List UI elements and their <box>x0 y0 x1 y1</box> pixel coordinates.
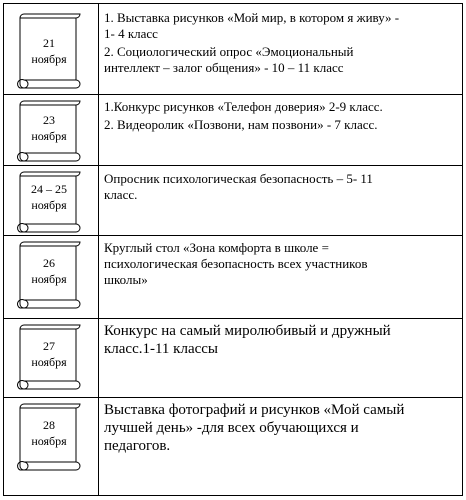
event-line: Опросник психологическая безопасность – 5- 11 <box>104 171 373 186</box>
event-description <box>99 166 463 236</box>
date-day: 24 – 25 <box>31 182 67 196</box>
date-day: 26 <box>43 256 55 270</box>
scroll-icon <box>14 242 84 308</box>
event-line: Конкурс на самый миролюбивый и дружный <box>104 323 391 339</box>
event-line: 2. Видеоролик «Позвони, нам позвони» - 7 класс. <box>104 117 378 132</box>
event-line: класс. <box>104 187 138 202</box>
table-row <box>4 319 463 398</box>
event-description <box>99 398 463 496</box>
date-cell <box>4 166 99 236</box>
date-month: ноября <box>31 434 67 448</box>
event-line: 1. Выставка рисунков «Мой мир, в котором я живу» - <box>104 10 400 25</box>
date-day: 28 <box>43 418 55 432</box>
event-line: психологическая безопасность всех участников <box>104 256 368 271</box>
scroll-icon <box>14 101 84 161</box>
event-line: 1- 4 класс <box>104 26 158 41</box>
event-line: лучшей день» -для всех обучающихся и <box>104 420 359 436</box>
table-row <box>4 4 463 95</box>
scroll-icon <box>14 14 84 88</box>
date-cell <box>4 4 99 95</box>
table-row <box>4 95 463 166</box>
event-line: 2. Социологический опрос «Эмоциональный <box>104 44 354 59</box>
event-description <box>99 319 463 398</box>
date-cell <box>4 236 99 319</box>
event-description <box>99 95 463 166</box>
event-line: класс.1-11 классы <box>104 341 219 357</box>
date-cell <box>4 95 99 166</box>
event-description <box>99 4 463 95</box>
date-month: ноября <box>31 272 67 286</box>
event-line: 1.Конкурс рисунков «Телефон доверия» 2-9 класс. <box>104 99 383 114</box>
event-line: Выставка фотографий и рисунков «Мой самый <box>104 402 405 418</box>
date-cell <box>4 319 99 398</box>
date-day: 21 <box>43 36 55 50</box>
date-month: ноября <box>31 52 67 66</box>
events-table <box>3 3 463 496</box>
scroll-icon <box>14 172 84 232</box>
date-day: 27 <box>43 339 55 353</box>
date-day: 23 <box>43 113 55 127</box>
date-cell <box>4 398 99 496</box>
event-description <box>99 236 463 319</box>
date-month: ноября <box>31 198 67 212</box>
table-row <box>4 398 463 496</box>
table-row <box>4 236 463 319</box>
event-line: Круглый стол «Зона комфорта в школе = <box>104 240 329 255</box>
scroll-icon <box>14 325 84 389</box>
event-line: интеллект – залог общения» - 10 – 11 класс <box>104 60 344 75</box>
date-month: ноября <box>31 129 67 143</box>
event-line: педагогов. <box>104 438 171 454</box>
date-month: ноября <box>31 355 67 369</box>
table-row <box>4 166 463 236</box>
scroll-icon <box>14 404 84 470</box>
event-line: школы» <box>104 272 148 287</box>
